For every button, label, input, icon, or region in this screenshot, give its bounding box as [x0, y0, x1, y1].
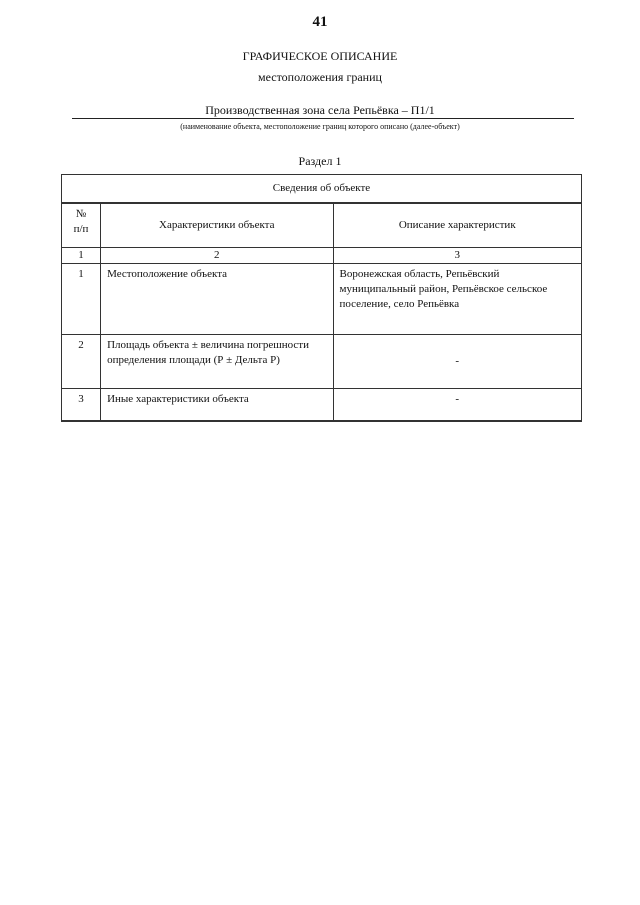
table-column-numbers-row: [62, 248, 582, 264]
table-caption-row: [62, 175, 582, 204]
object-name: Производственная зона села Репьёвка – П1/1: [205, 103, 435, 117]
header-characteristics: Характеристики объекта: [101, 203, 333, 248]
table-row: [62, 335, 582, 389]
header-description: Описание характеристик: [333, 203, 582, 248]
table-row: [62, 389, 582, 422]
object-info-table: [61, 174, 582, 422]
table-caption: Сведения об объекте: [62, 175, 582, 204]
page-number: 41: [312, 14, 328, 30]
header-num-line2: п/п: [73, 223, 89, 235]
column-number-3: 3: [333, 248, 582, 264]
column-number-1: 1: [62, 248, 101, 264]
row-2-description: -: [333, 335, 582, 389]
column-number-2: 2: [101, 248, 333, 264]
row-2-characteristic: Площадь объекта ± величина погрешности определения площади (Р ± Дельта Р): [101, 335, 333, 389]
row-1-description: Воронежская область, Репьёвский муниципальный район, Репьёвское сельское поселение, село Репьёвка: [333, 264, 582, 335]
row-1-characteristic: Местоположение объекта: [101, 264, 333, 335]
object-name-caption: (наименование объекта, местоположение границ которого описано (далее-объект): [180, 122, 460, 131]
object-name-underline: [72, 118, 574, 119]
row-3-description: -: [333, 389, 582, 422]
table-header-row: [62, 203, 582, 248]
row-1-num: 1: [62, 264, 101, 335]
row-2-num: 2: [62, 335, 101, 389]
section-title: Раздел 1: [298, 154, 342, 168]
document-title: ГРАФИЧЕСКОЕ ОПИСАНИЕ: [242, 49, 398, 63]
header-num-line1: №: [75, 208, 87, 220]
document-subtitle: местоположения границ: [258, 70, 382, 84]
table-row: [62, 264, 582, 335]
row-3-characteristic: Иные характеристики объекта: [101, 389, 333, 422]
header-num: [62, 203, 101, 248]
row-3-num: 3: [62, 389, 101, 422]
